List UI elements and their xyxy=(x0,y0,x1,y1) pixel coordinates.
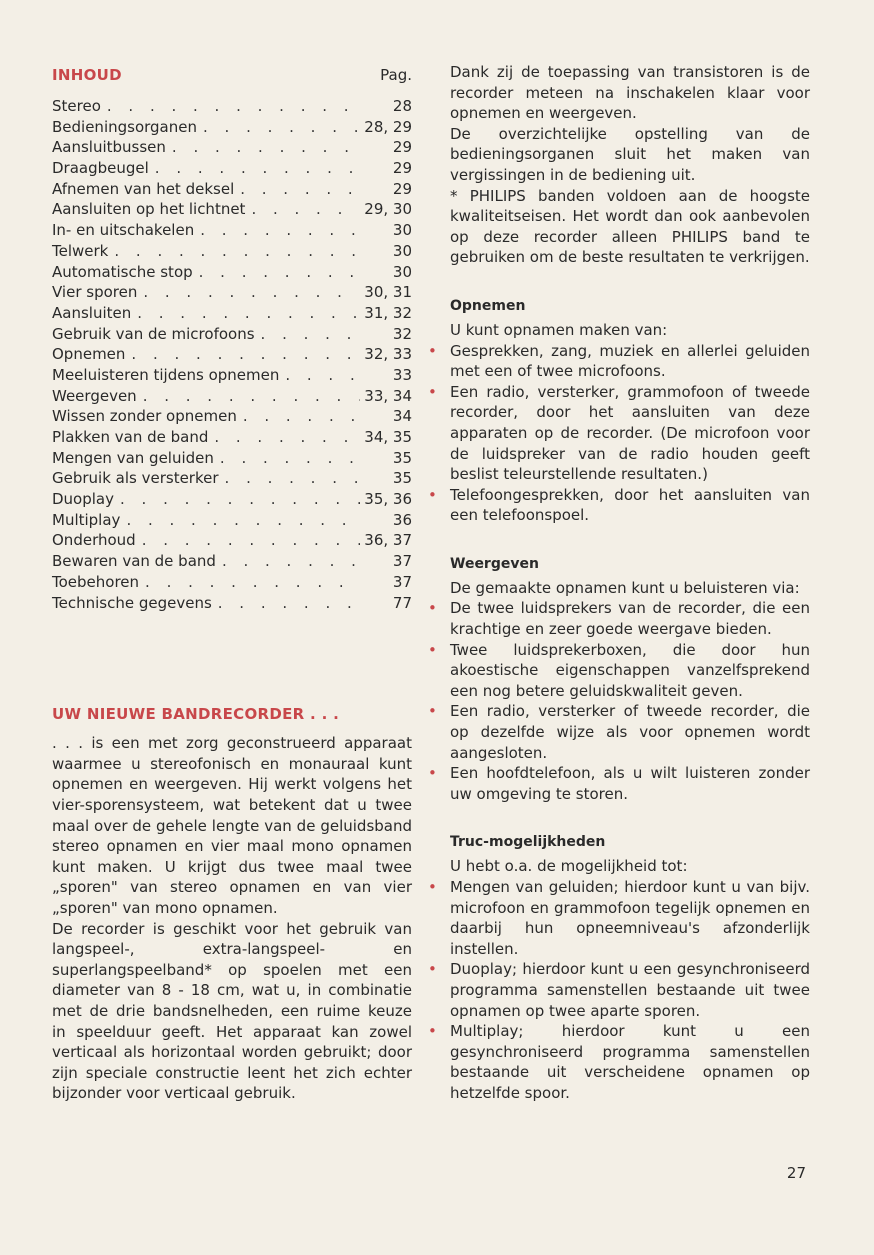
toc-entry-page: 30 xyxy=(392,241,412,260)
toc-entry-page: 37 xyxy=(392,572,412,591)
toc-entry-page: 37 xyxy=(392,552,412,571)
toc-leader-dots xyxy=(203,117,360,138)
toc-entry xyxy=(52,489,412,510)
toc-entry xyxy=(52,344,412,365)
toc-entry-title: Meeluisteren tijdens opnemen xyxy=(52,365,280,384)
intro-title: UW NIEUWE BANDRECORDER . . . xyxy=(52,705,340,724)
toc-entry-page: 28 xyxy=(392,97,412,115)
toc-leader-dots xyxy=(285,365,360,386)
toc-entry-page: 29 xyxy=(392,159,412,178)
section-heading: Weergeven xyxy=(450,555,539,572)
toc-entry-title: Bedieningsorganen xyxy=(52,117,197,136)
toc-entry-page: 30 xyxy=(392,221,412,240)
toc-entry-page: 35 xyxy=(392,469,412,488)
toc-leader-dots xyxy=(199,262,360,283)
toc-leader-dots xyxy=(251,199,360,220)
toc-entry xyxy=(52,262,412,283)
toc-entry-page: 31, 32 xyxy=(364,303,412,322)
toc-leader-dots xyxy=(143,386,360,407)
toc-leader-dots xyxy=(131,344,360,365)
toc-entry-title: Onderhoud xyxy=(52,531,136,550)
bullet-item xyxy=(428,341,810,382)
bullet-item xyxy=(428,598,810,639)
bullet-dot-icon: • xyxy=(428,878,437,896)
toc-entry-title: Opnemen xyxy=(52,345,126,364)
toc-leader-dots xyxy=(137,303,360,324)
toc-entry-title: Bewaren van de band xyxy=(52,552,216,571)
toc-entry-title: Wissen zonder opnemen xyxy=(52,407,237,426)
toc-entry xyxy=(52,179,412,200)
toc-page-header: Pag. xyxy=(380,66,412,84)
bullet-dot-icon: • xyxy=(428,640,437,659)
bullet-dot-icon: • xyxy=(428,341,437,360)
toc-entry-title: Aansluiten xyxy=(52,303,132,322)
right-sections xyxy=(428,297,810,1104)
toc-title: INHOUD xyxy=(52,66,122,84)
toc-entry-title: Draagbeugel xyxy=(52,159,149,178)
toc-leader-dots xyxy=(114,241,360,262)
toc-entry xyxy=(52,468,412,489)
section-lead: De gemaakte opnamen kunt u beluisteren via: xyxy=(450,578,800,597)
toc-entry xyxy=(52,510,412,531)
toc-entry xyxy=(52,282,412,303)
bullet-text: Een radio, versterker, grammofoon of tweede recorder, door het aansluiten van deze apparaten op de recorder. (De microfoon voor de luidspreker van de radio houden geeft beslist teleurstellende resultaten.) xyxy=(450,382,810,484)
toc-leader-dots xyxy=(143,282,360,303)
right-intro-paragraph: Dank zij de toepassing van transistoren is de recorder meteen na inschakelen klaar voor opnemen en weergeven. xyxy=(450,63,810,123)
toc-leader-dots xyxy=(126,510,360,531)
section-heading: Truc-mogelijkheden xyxy=(450,834,606,851)
right-intro-paragraph: De overzichtelijke opstelling van de bedieningsorganen sluit het maken van vergissingen in de bediening uit. xyxy=(450,124,810,184)
toc-entry xyxy=(52,386,412,407)
toc-entry xyxy=(52,158,412,179)
bullet-text: Mengen van geluiden; hierdoor kunt u van bijv. microfoon en grammofoon tegelijk opnemen en daarbij hun opneemniveau's afzonderlijk instellen. xyxy=(450,878,810,958)
bullet-item xyxy=(428,382,810,485)
right-column xyxy=(428,62,810,1104)
toc-entry xyxy=(52,406,412,427)
toc-entry-title: Automatische stop xyxy=(52,262,193,281)
toc-entry-title: Gebruik als versterker xyxy=(52,469,219,488)
toc-entry-title: Telwerk xyxy=(52,241,109,260)
section-lead: U kunt opnamen maken van: xyxy=(450,320,668,339)
bullet-text: Telefoongesprekken, door het aansluiten van een telefoonspoel. xyxy=(450,485,810,525)
toc-entry xyxy=(52,96,412,117)
bullet-item xyxy=(428,701,810,763)
right-intro-paragraph: * PHILIPS banden voldoen aan de hoogste kwaliteitseisen. Het wordt dan ook aanbevolen op deze recorder alleen PHILIPS band te gebruiken om de beste resultaten te verkrijgen. xyxy=(450,186,810,267)
bullet-text: Duoplay; hierdoor kunt u een gesynchroniseerd programma samenstellen bestaande uit twee opnamen op twee aparte sporen. xyxy=(450,960,810,1020)
toc-leader-dots xyxy=(107,96,360,117)
toc-entry-title: In- en uitschakelen xyxy=(52,221,195,240)
toc-leader-dots xyxy=(240,179,360,200)
toc-entry-title: Gebruik van de microfoons xyxy=(52,324,255,343)
toc-entry-title: Afnemen van het deksel xyxy=(52,179,235,198)
bullet-item xyxy=(428,763,810,804)
toc-entry-page: 33 xyxy=(392,365,412,384)
bullet-dot-icon: • xyxy=(428,764,437,783)
bullet-text: Twee luidsprekerboxen, die door hun akoestische eigenschappen vanzelfsprekend een nog betere geluidskwaliteit geven. xyxy=(450,640,810,700)
toc-entry xyxy=(52,427,412,448)
toc-entry-page: 77 xyxy=(392,593,412,612)
toc-leader-dots xyxy=(120,489,360,510)
toc-entry-title: Aansluitbussen xyxy=(52,138,166,157)
toc-entry-page: 32, 33 xyxy=(364,345,412,364)
toc-entry xyxy=(52,220,412,241)
toc-entry-page: 32 xyxy=(392,324,412,343)
bullet-item xyxy=(428,1021,810,1103)
toc-leader-dots xyxy=(142,530,360,551)
toc-entry-page: 35, 36 xyxy=(364,490,412,509)
toc-entry-page: 34 xyxy=(392,407,412,426)
bullet-text: Gesprekken, zang, muziek en allerlei geluiden met een of twee microfoons. xyxy=(450,341,810,381)
toc-entry xyxy=(52,530,412,551)
bullet-list xyxy=(428,877,810,1104)
toc-entry-page: 30 xyxy=(392,262,412,281)
toc-leader-dots xyxy=(222,551,360,572)
toc-leader-dots xyxy=(243,406,360,427)
bullet-text: Multiplay; hierdoor kunt u een gesynchroniseerd programma samenstellen bestaande uit verscheidene opnamen op hetzelfde spoor. xyxy=(450,1022,810,1102)
toc-entry-title: Multiplay xyxy=(52,510,121,529)
toc-entry-page: 29 xyxy=(392,179,412,198)
toc-entry xyxy=(52,303,412,324)
toc-entry-page: 36, 37 xyxy=(364,531,412,550)
toc-entry-title: Toebehoren xyxy=(52,572,140,591)
toc-entry xyxy=(52,324,412,345)
toc-leader-dots xyxy=(200,220,360,241)
toc-entry xyxy=(52,199,412,220)
bullet-item xyxy=(428,877,810,959)
toc-entry-page: 34, 35 xyxy=(364,428,412,446)
toc-leader-dots xyxy=(155,158,360,179)
bullet-dot-icon: • xyxy=(428,485,437,504)
toc-leader-dots xyxy=(225,468,360,489)
toc-entry-title: Aansluiten op het lichtnet xyxy=(52,200,246,219)
toc-entry xyxy=(52,117,412,138)
toc-leader-dots xyxy=(172,137,360,158)
toc-entry-page: 33, 34 xyxy=(364,386,412,405)
bullet-text: De twee luidsprekers van de recorder, die een krachtige en zeer goede weergave bieden. xyxy=(450,599,810,639)
page-number: 27 xyxy=(786,1164,806,1182)
toc-entry xyxy=(52,448,412,469)
bullet-item xyxy=(428,959,810,1021)
section-heading: Opnemen xyxy=(450,297,526,314)
bullet-dot-icon: • xyxy=(428,599,437,618)
left-column xyxy=(52,62,412,1104)
bullet-dot-icon: • xyxy=(428,382,437,401)
toc-entry-title: Plakken van de band xyxy=(52,428,209,446)
bullet-text: Een radio, versterker of tweede recorder, die op dezelfde wijze als voor opnemen wordt aangesloten. xyxy=(450,702,810,762)
bullet-dot-icon: • xyxy=(428,960,437,979)
toc-leader-dots xyxy=(145,572,360,593)
toc-leader-dots xyxy=(214,427,360,448)
toc-entry xyxy=(52,593,412,614)
toc-entry-page: 29 xyxy=(392,138,412,157)
bullet-item xyxy=(428,485,810,526)
table-of-contents xyxy=(52,96,412,613)
section-lead: U hebt o.a. de mogelijkheid tot: xyxy=(450,857,688,876)
toc-header xyxy=(52,66,412,88)
toc-entry-page: 36 xyxy=(392,510,412,529)
toc-entry xyxy=(52,551,412,572)
toc-entry xyxy=(52,365,412,386)
toc-entry xyxy=(52,572,412,593)
bullet-dot-icon: • xyxy=(428,1022,437,1041)
bullet-item xyxy=(428,640,810,702)
toc-entry xyxy=(52,241,412,262)
toc-entry-title: Weergeven xyxy=(52,386,137,405)
toc-leader-dots xyxy=(218,593,360,614)
intro-paragraph: De recorder is geschikt voor het gebruik van langspeel-, extra-langspeel- en superlangspeelband* op spoelen met een diameter van 8 - 18 cm, wat u, in combinatie met de drie bandsnelheden, een ruime keuze in speelduur geeft. Het apparaat kan zowel verticaal als horizontaal worden gebruikt; door zijn speciale constructie leent het zich echter bijzonder voor verticaal gebruik. xyxy=(52,919,412,1103)
bullet-list xyxy=(428,598,810,804)
toc-entry-page: 28, 29 xyxy=(364,117,412,136)
toc-entry-title: Stereo xyxy=(52,97,101,115)
toc-entry xyxy=(52,137,412,158)
toc-entry-page: 29, 30 xyxy=(364,200,412,219)
toc-entry-page: 30, 31 xyxy=(364,283,412,302)
toc-entry-title: Vier sporen xyxy=(52,283,138,302)
toc-entry-title: Duoplay xyxy=(52,490,114,509)
right-intro xyxy=(450,62,810,268)
intro-paragraph: . . . is een met zorg geconstrueerd apparaat waarmee u stereofonisch en monauraal kunt opnemen en weergeven. Hij werkt volgens het vier-sporensysteem, wat betekent dat u twee maal over de gehele lengte van de geluidsband stereo opnamen en vier maal mono opnamen kunt maken. U krijgt dus twee maal twee „sporen" van stereo opnamen en van vier „sporen" van mono opnamen. xyxy=(52,734,412,917)
toc-leader-dots xyxy=(220,448,360,469)
toc-entry-title: Mengen van geluiden xyxy=(52,448,214,467)
bullet-dot-icon: • xyxy=(428,702,437,721)
toc-entry-title: Technische gegevens xyxy=(52,593,212,612)
toc-entry-page: 35 xyxy=(392,448,412,467)
bullet-list xyxy=(428,341,810,526)
intro-body xyxy=(52,733,412,1104)
toc-leader-dots xyxy=(261,324,360,345)
bullet-text: Een hoofdtelefoon, als u wilt luisteren zonder uw omgeving te storen. xyxy=(450,764,810,803)
